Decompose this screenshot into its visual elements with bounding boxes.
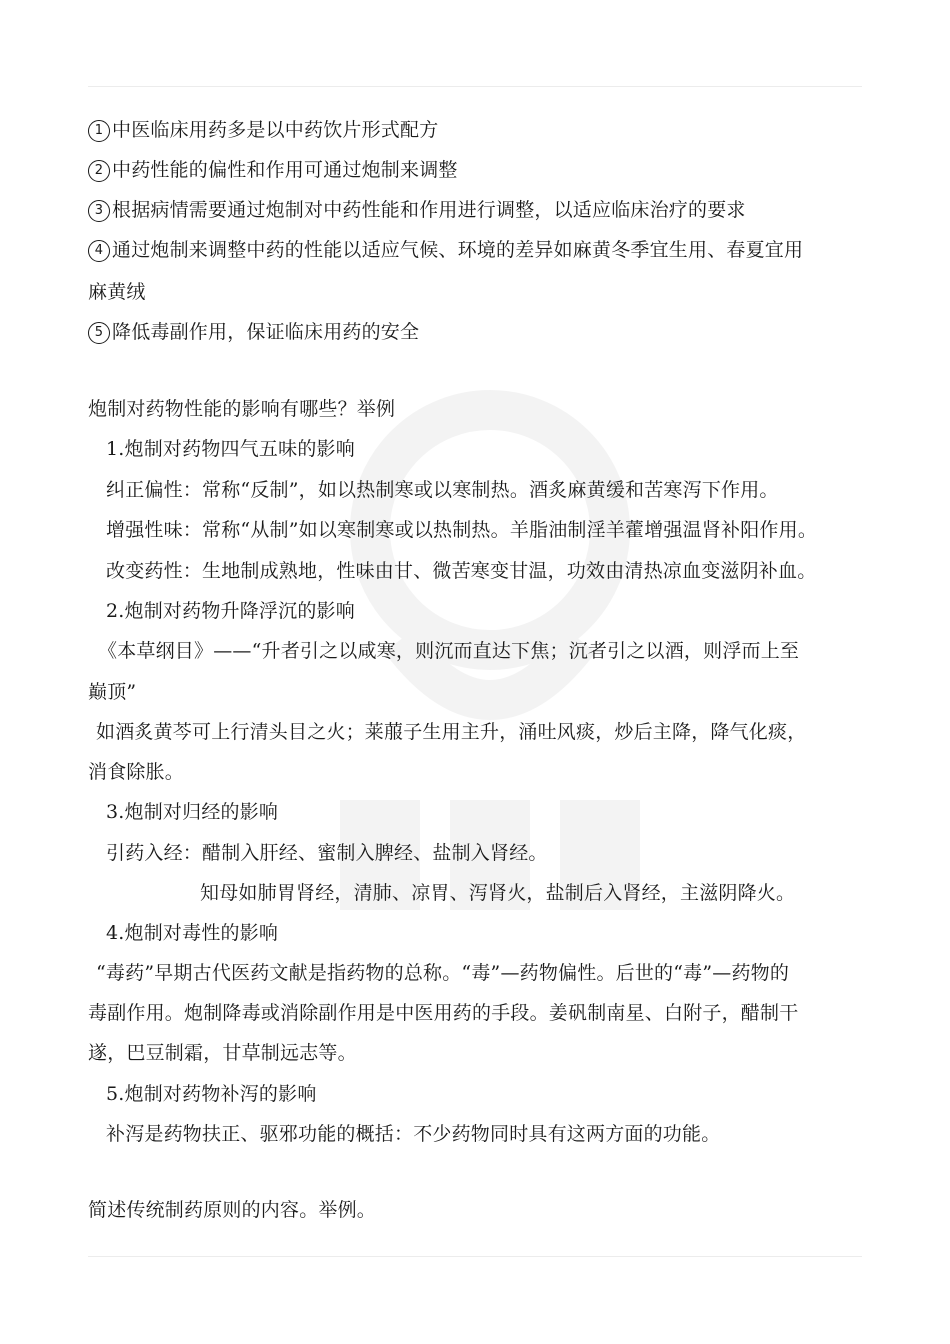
- paragraph-line: 纠正偏性：常称“反制”，如以热制寒或以寒制热。酒炙麻黄缓和苦寒泻下作用。: [106, 479, 779, 501]
- paragraph-line: 引药入经：醋制入肝经、蜜制入脾经、盐制入肾经。: [106, 842, 548, 864]
- section-heading: 2.炮制对药物升降浮沉的影响: [106, 600, 355, 622]
- section-heading: 5.炮制对药物补泻的影响: [106, 1083, 317, 1105]
- list-item-text: 根据病情需要通过炮制对中药性能和作用进行调整，以适应临床治疗的要求: [112, 199, 746, 221]
- list-item-text: 通过炮制来调整中药的性能以适应气候、环境的差异如麻黄冬季宜生用、春夏宜用: [112, 239, 804, 261]
- paragraph-line: 遂，巴豆制霜，甘草制远志等。: [88, 1042, 357, 1064]
- list-item: [88, 117, 438, 143]
- top-divider: [88, 86, 862, 87]
- paragraph-line: 补泻是药物扶正、驱邪功能的概括：不少药物同时具有这两方面的功能。: [106, 1123, 721, 1145]
- list-item-text: 降低毒副作用，保证临床用药的安全: [112, 321, 420, 343]
- paragraph-line: 毒副作用。炮制降毒或消除副作用是中医用药的手段。姜矾制南星、白附子，醋制干: [88, 1002, 799, 1024]
- list-item: [88, 237, 803, 263]
- paragraph-line: 如酒炙黄芩可上行清头目之火；莱菔子生用主升，涌吐风痰，炒后主降，降气化痰，: [96, 721, 807, 743]
- section-heading: 4.炮制对毒性的影响: [106, 922, 279, 944]
- paragraph-line: 《本草纲目》——“升者引之以咸寒，则沉而直达下焦；沉者引之以酒，则浮而上至: [98, 640, 800, 662]
- paragraph-line: 知母如肺胃肾经，清肺、凉胃、泻肾火，盐制后入肾经，主滋阴降火。: [200, 882, 796, 904]
- circled-number: 2: [88, 160, 110, 182]
- paragraph-line: 改变药性：生地制成熟地，性味由甘、微苦寒变甘温，功效由清热凉血变滋阴补血。: [106, 560, 817, 582]
- list-item: [88, 197, 746, 223]
- list-item-text: 中药性能的偏性和作用可通过炮制来调整: [112, 159, 458, 181]
- list-item-continuation: 麻黄绒: [88, 281, 146, 303]
- section-heading: 3.炮制对归经的影响: [106, 801, 279, 823]
- circled-number: 1: [88, 120, 110, 142]
- bottom-divider: [88, 1256, 862, 1257]
- question-title: 简述传统制药原则的内容。举例。: [88, 1199, 377, 1221]
- circled-number: 5: [88, 322, 110, 344]
- paragraph-line: 消食除胀。: [88, 761, 185, 783]
- circled-number: 3: [88, 200, 110, 222]
- paragraph-line: 增强性味：常称“从制”如以寒制寒或以热制热。羊脂油制淫羊藿增强温肾补阳作用。: [106, 519, 818, 541]
- list-item: [88, 319, 419, 345]
- paragraph-line: 巅顶”: [88, 681, 137, 703]
- paragraph-line: “毒药”早期古代医药文献是指药物的总称。“毒”—药物偏性。后世的“毒”—药物的: [96, 962, 790, 984]
- question-title: 炮制对药物性能的影响有哪些？举例: [88, 398, 396, 420]
- circled-number: 4: [88, 240, 110, 262]
- list-item-text: 中医临床用药多是以中药饮片形式配方: [112, 119, 439, 141]
- section-heading: 1.炮制对药物四气五味的影响: [106, 438, 355, 460]
- list-item: [88, 157, 458, 183]
